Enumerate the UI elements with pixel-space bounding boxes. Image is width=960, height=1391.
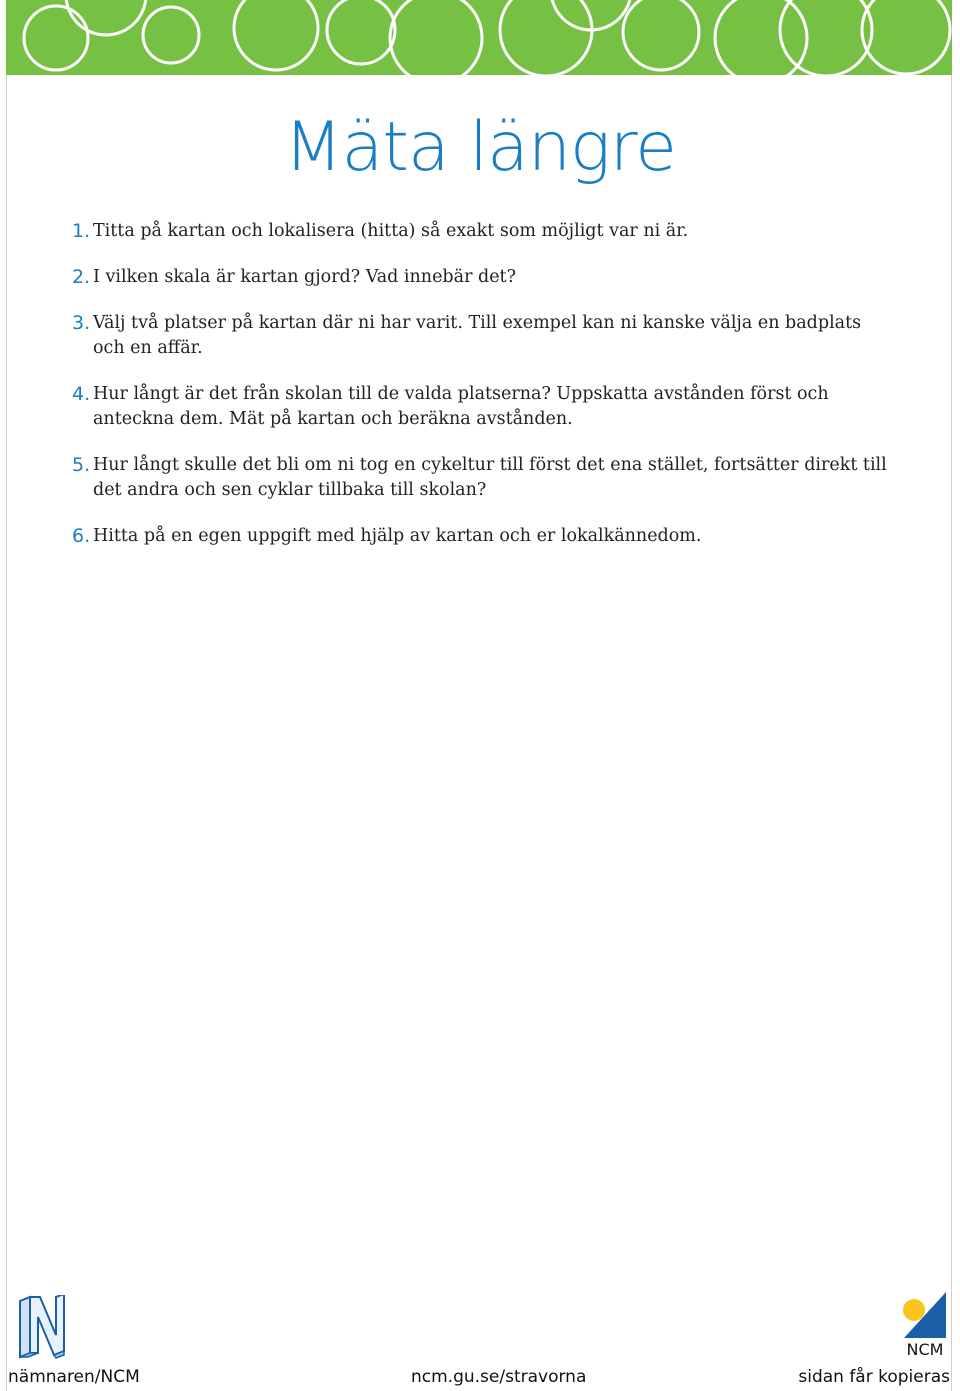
task-text: Titta på kartan och lokalisera (hitta) så exakt som möjligt var ni är. <box>93 221 689 241</box>
footer-publisher: nämnaren/NCM <box>8 1367 140 1387</box>
task-item <box>72 219 892 244</box>
footer-copy-note: sidan får kopieras <box>798 1367 950 1387</box>
task-number: 5. <box>72 454 91 476</box>
task-text: Hur långt skulle det bli om ni tog en cykeltur till först det ena stället, fortsätter direkt till det andra och sen cyklar tillbaka till skolan? <box>93 455 887 500</box>
page-title: Mäta längre <box>283 108 677 187</box>
page-frame <box>6 0 952 1391</box>
task-text: Hur långt är det från skolan till de valda platserna? Uppskatta avstånden först och anteckna dem. Mät på kartan och beräkna avstånden. <box>93 384 829 429</box>
task-item <box>72 453 892 503</box>
task-item <box>72 524 892 549</box>
task-number: 1. <box>72 220 91 242</box>
task-item <box>72 311 892 361</box>
task-number: 6. <box>72 525 91 547</box>
task-text: I vilken skala är kartan gjord? Vad innebär det? <box>93 267 516 287</box>
namnaren-logo-icon <box>14 1295 68 1363</box>
task-text: Välj två platser på kartan där ni har varit. Till exempel kan ni kanske välja en badplats och en affär. <box>93 313 862 358</box>
decorative-circles <box>6 0 952 75</box>
task-item <box>72 265 892 290</box>
task-number: 4. <box>72 383 91 405</box>
task-text: Hitta på en egen uppgift med hjälp av kartan och er lokalkännedom. <box>93 526 702 546</box>
header-band <box>6 0 952 75</box>
task-item <box>72 382 892 432</box>
ncm-logo-text: NCM <box>906 1340 944 1359</box>
footer-url[interactable]: ncm.gu.se/stravorna <box>411 1367 587 1387</box>
ncm-logo-icon <box>898 1290 950 1346</box>
task-number: 2. <box>72 266 91 288</box>
task-list <box>72 219 892 549</box>
task-number: 3. <box>72 312 91 334</box>
